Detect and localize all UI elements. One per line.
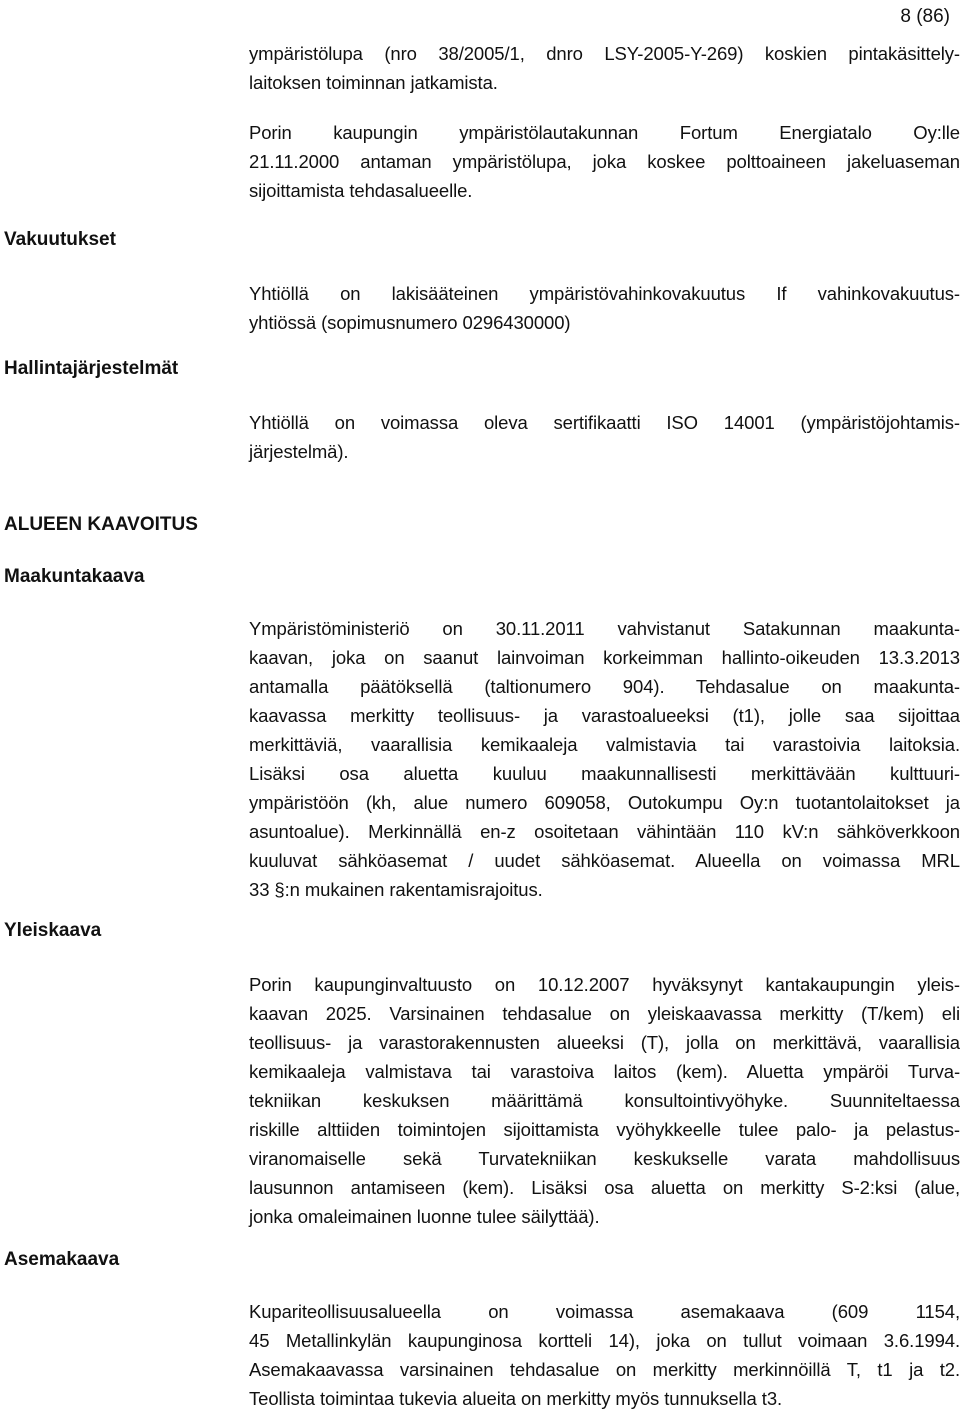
paragraph-hallintajarjestelmat xyxy=(249,408,960,466)
text-line: laitoksen toiminnan jatkamista. xyxy=(249,72,498,93)
text-line: tekniikan keskuksen määrittämä konsultointivyöhyke. Suunniteltaessa xyxy=(249,1090,960,1111)
text-line: merkittäviä, vaarallisia kemikaaleja valmistavia tai varastoivia laitoksia. xyxy=(249,734,960,755)
page-number: 8 (86) xyxy=(900,6,950,27)
text-line: kaavan 2025. Varsinainen tehdasalue on yleiskaavassa merkitty (T/kem) eli xyxy=(249,1003,960,1024)
paragraph-asemakaava xyxy=(249,1297,960,1413)
paragraph-fortum-lupa xyxy=(249,118,960,205)
text-line: 33 §:n mukainen rakentamisrajoitus. xyxy=(249,879,543,900)
text-line: sijoittamista tehdasalueelle. xyxy=(249,180,473,201)
text-line: Kupariteollisuusalueella on voimassa asemakaava (609 1154, xyxy=(249,1301,960,1322)
text-line: ympäristölupa (nro 38/2005/1, dnro LSY-2005-Y-269) koskien pintakäsittely- xyxy=(249,43,960,64)
text-line: Porin kaupungin ympäristölautakunnan Fortum Energiatalo Oy:lle xyxy=(249,122,960,143)
heading-asemakaava: Asemakaava xyxy=(4,1249,120,1270)
heading-vakuutukset: Vakuutukset xyxy=(4,229,116,250)
text-line: Yhtiöllä on voimassa oleva sertifikaatti ISO 14001 (ympäristöjohtamis- xyxy=(249,412,960,433)
text-line: viranomaiselle sekä Turvatekniikan keskukselle varata mahdollisuus xyxy=(249,1148,960,1169)
heading-maakuntakaava: Maakuntakaava xyxy=(4,566,145,587)
paragraph-maakuntakaava xyxy=(249,614,960,904)
heading-hallintajarjestelmat: Hallintajärjestelmät xyxy=(4,358,179,379)
text-line: Porin kaupunginvaltuusto on 10.12.2007 hyväksynyt kantakaupungin yleis- xyxy=(249,974,960,995)
text-line: lausunnon antamiseen (kem). Lisäksi osa aluetta on merkitty S-2:ksi (alue, xyxy=(249,1177,960,1198)
text-line: Ympäristöministeriö on 30.11.2011 vahvistanut Satakunnan maakunta- xyxy=(249,618,960,639)
paragraph-yleiskaava xyxy=(249,970,960,1231)
text-line: järjestelmä). xyxy=(249,441,349,462)
text-line: kaavassa merkitty teollisuus- ja varastoalueeksi (t1), jolle saa sijoittaa xyxy=(249,705,960,726)
heading-yleiskaava: Yleiskaava xyxy=(4,920,102,941)
paragraph-vakuutukset xyxy=(249,279,960,337)
text-line: Lisäksi osa aluetta kuuluu maakunnallisesti merkittävään kulttuuri- xyxy=(249,763,960,784)
text-line: Asemakaavassa varsinainen tehdasalue on merkitty merkinnöillä T, t1 ja t2. xyxy=(249,1359,960,1380)
text-line: kaavan, joka on saanut lainvoiman korkeimman hallinto-oikeuden 13.3.2013 xyxy=(249,647,960,668)
text-line: 45 Metallinkylän kaupunginosa kortteli 14), joka on tullut voimaan 3.6.1994. xyxy=(249,1330,960,1351)
text-line: Yhtiöllä on lakisääteinen ympäristövahinkovakuutus If vahinkovakuutus- xyxy=(249,283,960,304)
text-line: jonka omaleimainen luonne tulee säilyttää). xyxy=(249,1206,600,1227)
text-line: yhtiössä (sopimusnumero 0296430000) xyxy=(249,312,571,333)
text-line: riskille alttiiden toimintojen sijoittamista vyöhykkeelle tulee palo- ja pelastus- xyxy=(249,1119,960,1140)
text-line: teollisuus- ja varastorakennusten alueeksi (T), jolla on merkittävä, vaarallisia xyxy=(249,1032,960,1053)
heading-alueen-kaavoitus: ALUEEN KAAVOITUS xyxy=(4,514,198,535)
paragraph-ymparistolupa xyxy=(249,39,960,97)
text-line: ympäristöön (kh, alue numero 609058, Outokumpu Oy:n tuotantolaitokset ja xyxy=(249,792,960,813)
text-line: asuntoalue). Merkinnällä en-z osoitetaan vähintään 110 kV:n sähköverkkoon xyxy=(249,821,960,842)
text-line: kuuluvat sähköasemat / uudet sähköasemat. Alueella on voimassa MRL xyxy=(249,850,960,871)
text-line: antamalla päätöksellä (taltionumero 904). Tehdasalue on maakunta- xyxy=(249,676,960,697)
text-line: 21.11.2000 antaman ympäristölupa, joka koskee polttoaineen jakeluaseman xyxy=(249,151,960,172)
text-line: kemikaaleja valmistava tai varastoiva laitos (kem). Aluetta ympäröi Turva- xyxy=(249,1061,960,1082)
text-line: Teollista toimintaa tukevia alueita on merkitty myös tunnuksella t3. xyxy=(249,1388,783,1409)
